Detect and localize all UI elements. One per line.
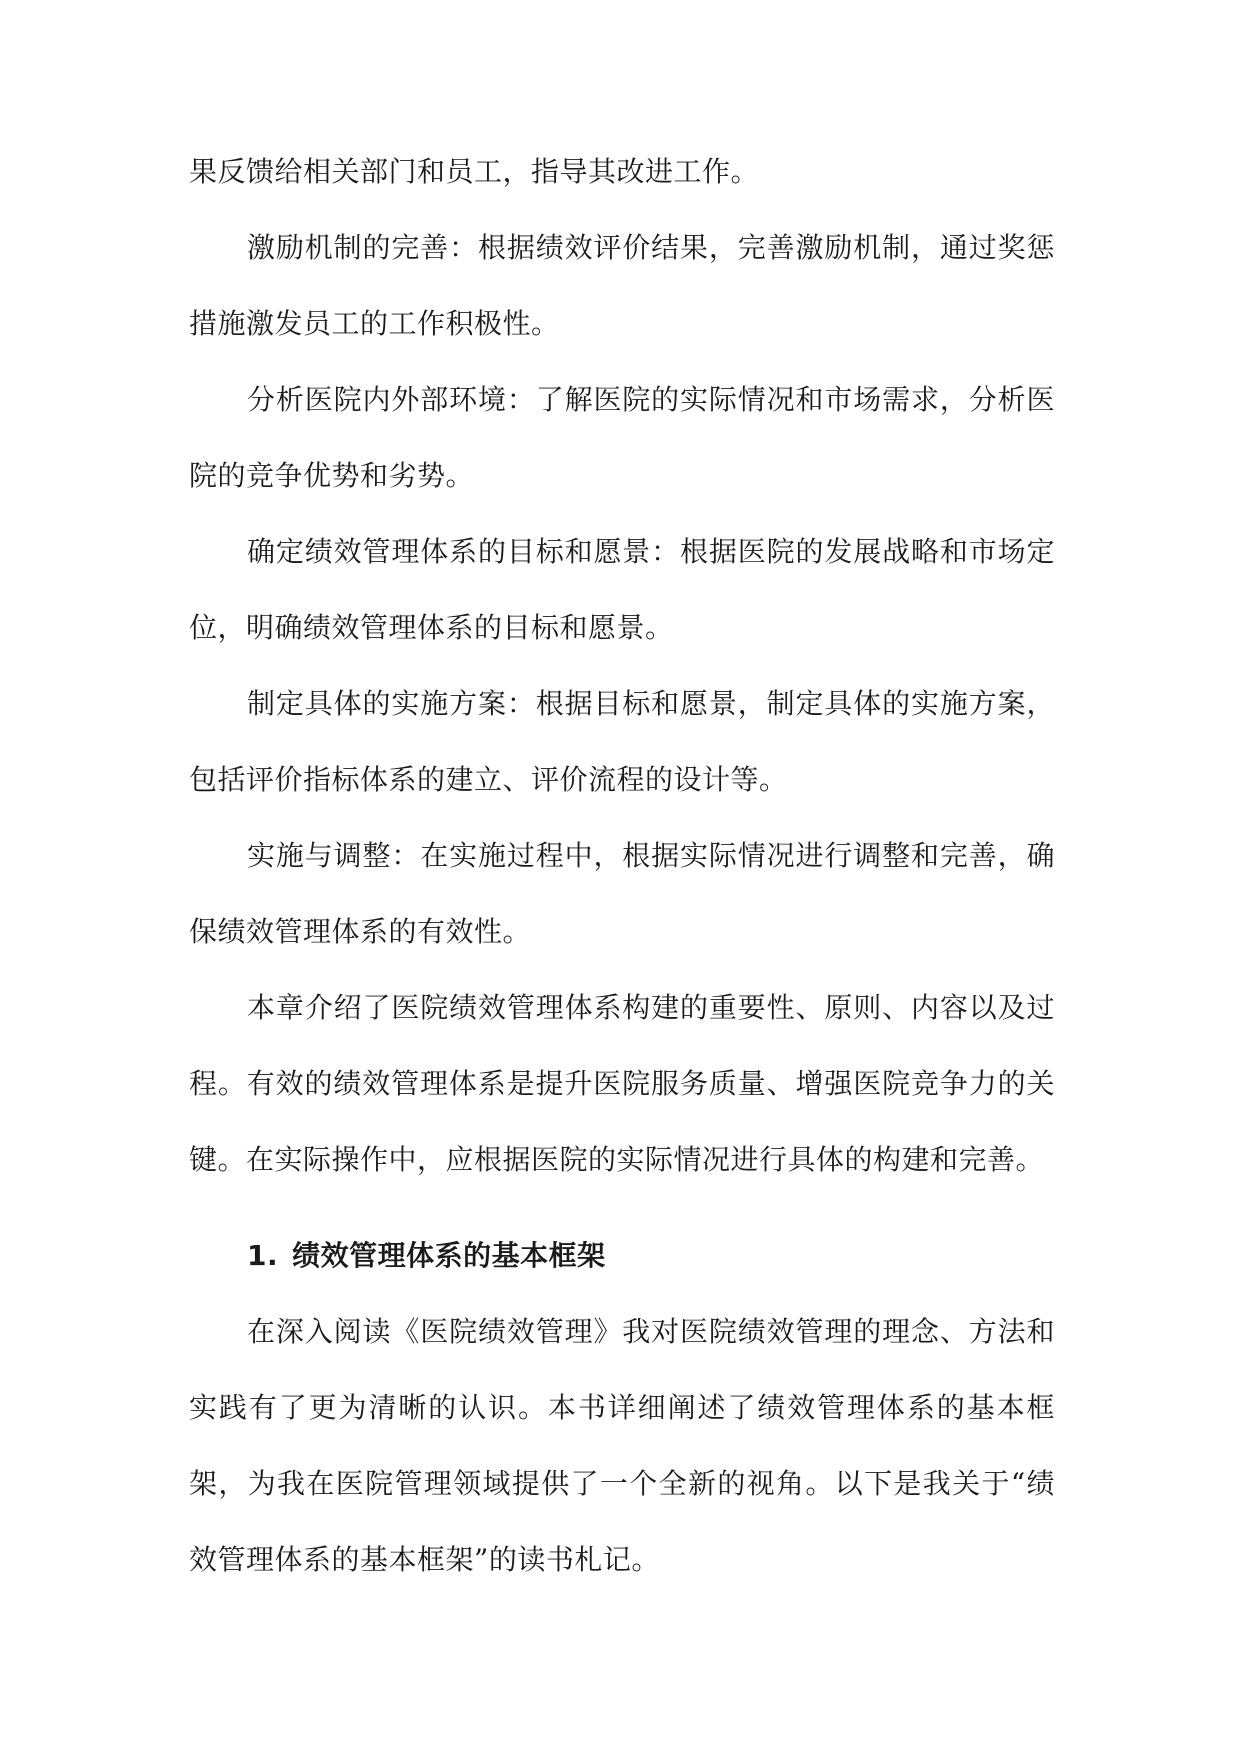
- paragraph-chapter-summary: 本章介绍了医院绩效管理体系构建的重要性、原则、内容以及过程。有效的绩效管理体系是提升医院服务质量、增强医院竞争力的关键。在实际操作中，应根据医院的实际情况进行具体的构建和完善。: [189, 991, 1055, 1176]
- paragraph-implementation: 实施与调整：在实施过程中，根据实际情况进行调整和完善，确保绩效管理体系的有效性。: [189, 839, 1055, 948]
- paragraph-incentive: 激励机制的完善：根据绩效评价结果，完善激励机制，通过奖惩措施激发员工的工作积极性。: [189, 231, 1055, 340]
- paragraph-reading-notes: 在深入阅读《医院绩效管理》我对医院绩效管理的理念、方法和实践有了更为清晰的认识。本书详细阐述了绩效管理体系的基本框架，为我在医院管理领域提供了一个全新的视角。以下是我关于“绩效管理体系的基本框架”的读书札记。: [189, 1315, 1055, 1576]
- paragraph-continued: 果反馈给相关部门和员工，指导其改进工作。: [189, 155, 760, 188]
- section-heading: [189, 1218, 1055, 1294]
- section-title: 绩效管理体系的基本框架: [292, 1239, 606, 1272]
- document-page: [189, 134, 1055, 1598]
- section-number: 1.: [247, 1239, 279, 1272]
- paragraph-goals: 确定绩效管理体系的目标和愿景：根据医院的发展战略和市场定位，明确绩效管理体系的目标和愿景。: [189, 535, 1055, 644]
- paragraph-environment: 分析医院内外部环境：了解医院的实际情况和市场需求，分析医院的竞争优势和劣势。: [189, 383, 1055, 492]
- paragraph-plan: 制定具体的实施方案：根据目标和愿景，制定具体的实施方案，包括评价指标体系的建立、评价流程的设计等。: [189, 687, 1055, 796]
